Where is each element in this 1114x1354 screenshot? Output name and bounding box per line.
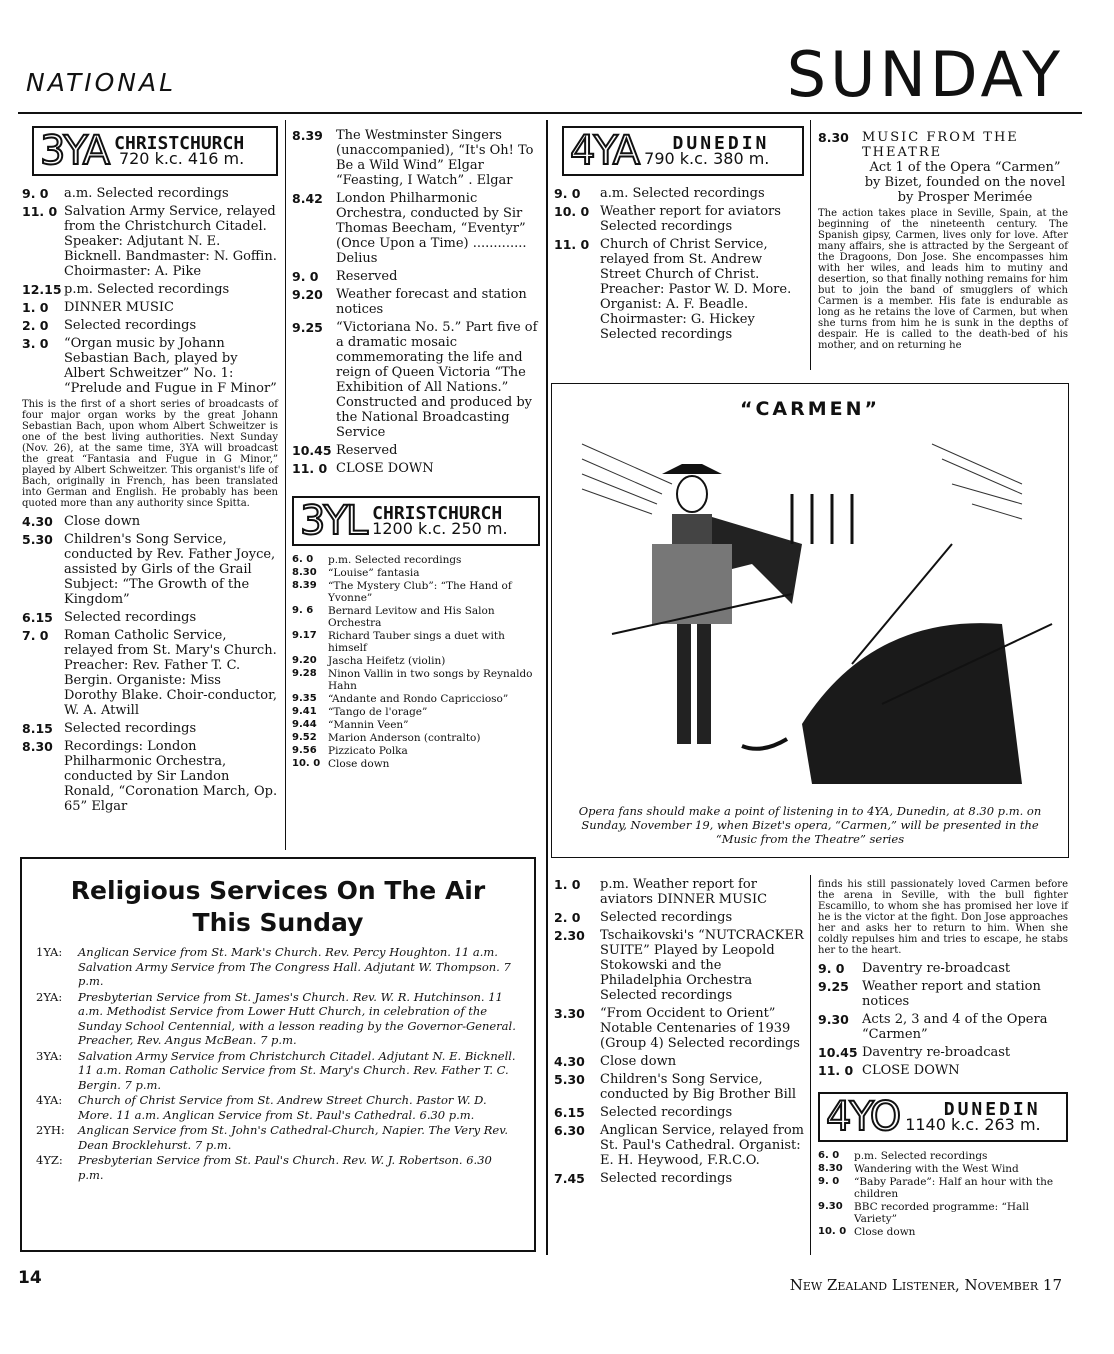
- station-banner-3yl: [292, 496, 540, 546]
- programme-title: Selected recordings: [600, 910, 733, 925]
- programme-time: 11. 0: [22, 204, 58, 219]
- programme-entry: [292, 655, 540, 667]
- programme-entry: [818, 961, 1068, 976]
- programme-entry: [22, 336, 278, 396]
- programme-entry: [22, 318, 278, 333]
- programme-title: p.m. Selected recordings: [854, 1150, 988, 1162]
- illustration-title: “CARMEN”: [739, 398, 881, 420]
- programme-time: 4.30: [554, 1054, 585, 1069]
- programme-title: “Victoriana No. 5.” Part five of a dramatic mosaic commemorating the life and reign of Queen Victoria “The Exhibition of All Nations.” Constructed and produced by the National Broadcasting Service: [336, 320, 538, 440]
- programme-time: 9.35: [292, 693, 317, 704]
- column-3ya-continued: [292, 128, 540, 771]
- programme-entry: [292, 443, 540, 458]
- service-detail: Presbyterian Service from St. James's Church. Rev. W. R. Hutchinson. 11 a.m. Methodist Service from Lower Hutt Church, in celebration of the Sunday School Centennial, with a lesson reading by the Governor-General. Preacher, Rev. Angus McBean. 7 p.m.: [78, 989, 516, 1047]
- programme-title: Daventry re-broadcast: [862, 961, 1011, 976]
- programme-entry: [292, 287, 540, 317]
- day-heading: SUNDAY: [786, 38, 1064, 111]
- programme-title: DINNER MUSIC: [64, 300, 174, 315]
- programme-note: This is the first of a short series of broadcasts of four major organ works by the great Johann Sebastian Bach, upon whom Albert Schweitzer is one of the best living authorities. Next Sunday (Nov. 26), at the same time, 3YA will broadcast the great “Fantasia and Fugue in G Minor,” played by Albert Schweitzer. This organist's life of Bach, originally in French, has been translated into German and English. He probably has been quoted more than any authority since Spitta.: [22, 399, 278, 509]
- religious-entry: [36, 990, 520, 1048]
- religious-title: Religious Services On The Air: [70, 876, 486, 905]
- programme-title: The Westminster Singers (unaccompanied), “It's Oh! To Be a Wild Wind” Elgar “Feasting, I Watch” . Elgar: [336, 128, 534, 188]
- programme-title: Selected recordings: [600, 1105, 733, 1120]
- programme-entry: [818, 1176, 1068, 1200]
- station-frequency: 790 k.c. 380 m.: [644, 149, 770, 168]
- programme-title: BBC recorded programme: “Hall Variety”: [854, 1201, 1030, 1225]
- programme-time: 6.30: [554, 1123, 585, 1138]
- service-detail: Church of Christ Service from St. Andrew Street Church. Pastor W. D. More. 11 a.m. Anglican Service from St. Paul's Cathedral. 6.30 p.m.: [78, 1093, 487, 1122]
- programme-entry: [292, 758, 540, 770]
- programme-time: 9.20: [292, 287, 323, 302]
- programme-title: a.m. Selected recordings: [600, 186, 765, 201]
- programme-title: Anglican Service, relayed from St. Paul's Cathedral. Organist: E. H. Heywood, F.R.C.O.: [600, 1123, 804, 1168]
- column-3ya: [22, 126, 278, 817]
- programme-entry: [292, 693, 540, 705]
- programme-title: “Andante and Rondo Capriccioso”: [328, 693, 509, 705]
- programme-time: 1. 0: [22, 300, 49, 315]
- programme-time: 8.30: [22, 739, 53, 754]
- programme-entry: [292, 191, 540, 266]
- programme-title: Ninon Vallin in two songs by Reynaldo Hahn: [328, 668, 533, 692]
- programme-time: 10.45: [292, 443, 332, 458]
- programme-time: 10.45: [818, 1045, 858, 1060]
- station-call: 4YO: [826, 1094, 900, 1140]
- programme-entry: [292, 461, 540, 476]
- programme-entry: [554, 1123, 804, 1168]
- programme-time: 9.56: [292, 745, 317, 756]
- programme-title: “From Occident to Orient” Notable Centenaries of 1939 (Group 4) Selected recordings: [600, 1006, 800, 1051]
- column-divider: [810, 875, 811, 1255]
- programme-entry: [818, 979, 1068, 1009]
- programme-entry: [22, 514, 278, 529]
- programme-title: Richard Tauber sings a duet with himself: [328, 630, 505, 654]
- programme-title: Roman Catholic Service, relayed from St. Mary's Church. Preacher: Rev. Father T. C. Bergin. Organiste: Miss Dorothy Blake. Choir-conductor, W. A. Atwill: [64, 628, 277, 718]
- programme-list: [22, 514, 278, 814]
- station-frequency: 1140 k.c. 263 m.: [905, 1115, 1041, 1134]
- programme-time: 8.30: [818, 130, 849, 145]
- programme-title: London Philharmonic Orchestra, conducted by Sir Thomas Beecham, “Eventyr” (Once Upon a Time) ............. Delius: [336, 191, 527, 266]
- programme-entry: [292, 128, 540, 188]
- programme-time: 9. 0: [292, 269, 319, 284]
- programme-time: 8.42: [292, 191, 323, 206]
- station-label: 2YA:: [36, 989, 63, 1004]
- programme-entry: [292, 732, 540, 744]
- carmen-drawing: [552, 424, 1068, 804]
- programme-title: Weather report for aviators Selected recordings: [600, 204, 781, 234]
- programme-time: 6. 0: [292, 554, 314, 565]
- programme-title: Church of Christ Service, relayed from St. Andrew Street Church of Christ. Preacher: Pastor W. D. More. Organist: A. F. Beadle. Choirmaster: G. Hickey Selected recordings: [600, 237, 792, 342]
- programme-time: 8.39: [292, 580, 317, 591]
- programme-time: 9. 0: [818, 1176, 840, 1187]
- station-city: DUNEDIN: [672, 133, 770, 154]
- programme-entry: [22, 186, 278, 201]
- programme-entry: [818, 1012, 1068, 1042]
- programme-time: 3. 0: [22, 336, 49, 351]
- programme-time: 9.28: [292, 668, 317, 679]
- service-detail: Presbyterian Service from St. Paul's Church. Rev. W. J. Robertson. 6.30 p.m.: [78, 1153, 492, 1182]
- programme-entry: [22, 282, 278, 297]
- programme-title: Pizzicato Polka: [328, 745, 408, 757]
- programme-title: Selected recordings: [64, 610, 197, 625]
- programme-title: Close down: [854, 1226, 916, 1238]
- programme-title: Marion Anderson (contralto): [328, 732, 481, 744]
- programme-title: Selected recordings: [600, 1171, 733, 1186]
- programme-time: 5.30: [554, 1072, 585, 1087]
- programme-entry: [22, 739, 278, 814]
- programme-time: 8.15: [22, 721, 53, 736]
- programme-entry: [292, 567, 540, 579]
- station-city: CHRISTCHURCH: [114, 133, 245, 154]
- programme-entry: [554, 186, 804, 201]
- programme-title: Salvation Army Service, relayed from the Christchurch Citadel. Speaker: Adjutant N. E. Bicknell. Bandmaster: N. Goffin. Choirmaster: A. Pike: [64, 204, 277, 279]
- programme-title: Reserved: [336, 269, 398, 284]
- programme-time: 7. 0: [22, 628, 49, 643]
- programme-entry: [292, 269, 540, 284]
- station-frequency: 720 k.c. 416 m.: [118, 149, 245, 168]
- illustration-caption: Opera fans should make a point of listening in to 4YA, Dunedin, at 8.30 p.m. on Sunday, November 19, when Bizet's opera, “Carmen,” will be presented in the “Music from the Theatre” series: [578, 804, 1042, 846]
- column-divider: [285, 120, 286, 850]
- programme-entry: [292, 706, 540, 718]
- column-divider: [546, 120, 548, 1255]
- programme-title: Daventry re-broadcast: [862, 1045, 1011, 1060]
- station-call: 3YA: [40, 128, 109, 174]
- religious-entry: [36, 1049, 520, 1093]
- programme-title: p.m. Selected recordings: [64, 282, 230, 297]
- programme-title: CLOSE DOWN: [336, 461, 434, 476]
- religious-entry: [36, 1153, 520, 1182]
- programme-title: Children's Song Service, conducted by Big Brother Bill: [600, 1072, 797, 1102]
- programme-entry: [554, 237, 804, 342]
- programme-title: Selected recordings: [64, 318, 197, 333]
- programme-entry: [818, 1163, 1068, 1175]
- programme-time: 12.15: [22, 282, 62, 297]
- programme-entry: [292, 580, 540, 604]
- programme-note: finds his still passionately loved Carmen before the arena in Seville, with the bull fighter Escamillo, to whom she has promised her love if he is the victor at the fight. Don Jose approaches her and asks her to return to him. When she coldly repulses him and tries to escape, he stabs her to the heart.: [818, 879, 1068, 956]
- column-4ya-afternoon: [554, 877, 804, 1189]
- programme-entry: [554, 877, 804, 907]
- programme-title: Weather report and station notices: [862, 979, 1041, 1009]
- programme-time: 9. 0: [818, 961, 845, 976]
- programme-time: 9.17: [292, 630, 317, 641]
- programme-time: 11. 0: [292, 461, 328, 476]
- station-city: DUNEDIN: [943, 1099, 1041, 1120]
- service-detail: Salvation Army Service from Christchurch Citadel. Adjutant N. E. Bicknell. 11 a.m. Roman Catholic Service from St. Mary's Church. Rev. Father T. C. Bergin. 7 p.m.: [78, 1048, 516, 1092]
- programme-title: Tschaikovski's “NUTCRACKER SUITE” Played by Leopold Stokowski and the Philadelphia Orchestra Selected recordings: [600, 928, 804, 1003]
- programme-title: Acts 2, 3 and 4 of the Opera “Carmen”: [862, 1012, 1048, 1042]
- programme-entry: [818, 130, 1068, 205]
- programme-time: 6.15: [22, 610, 53, 625]
- programme-entry: [818, 1201, 1068, 1225]
- programme-list: [554, 186, 804, 342]
- programme-title: “Mannin Veen”: [328, 719, 409, 731]
- programme-time: 10. 0: [818, 1226, 847, 1237]
- programme-time: 9.25: [818, 979, 849, 994]
- programme-entry: [554, 1054, 804, 1069]
- programme-time: 9.52: [292, 732, 317, 743]
- programme-time: 9. 0: [554, 186, 581, 201]
- programme-title: “Tango de l'orage”: [328, 706, 428, 718]
- programme-entry: [554, 1072, 804, 1102]
- programme-title: CLOSE DOWN: [862, 1063, 960, 1078]
- religious-entry: [36, 1093, 520, 1122]
- programme-entry: [22, 610, 278, 625]
- programme-entry: [22, 532, 278, 607]
- programme-title: p.m. Selected recordings: [328, 554, 462, 566]
- programme-time: 9. 6: [292, 605, 314, 616]
- programme-title: “Baby Parade”: Half an hour with the children: [854, 1176, 1054, 1200]
- programme-time: 5.30: [22, 532, 53, 547]
- programme-entry: [554, 910, 804, 925]
- programme-title: Close down: [64, 514, 141, 529]
- programme-entry: [292, 668, 540, 692]
- programme-entry: [818, 1226, 1068, 1238]
- programme-time: 3.30: [554, 1006, 585, 1021]
- programme-time: 8.30: [818, 1163, 843, 1174]
- programme-time: 2.30: [554, 928, 585, 943]
- programme-note: The action takes place in Seville, Spain, at the beginning of the nineteenth century. The Spanish gipsy, Carmen, lives only for love. After many affairs, she is attracted by the Sergeant of the Dragoons, Don Jose. She encompasses him with her wiles, and leads him to mutiny and desertion, so that finally nothing remains for him but to join the band of smugglers of which Carmen is a member. His fate is endurable as long as he retains the love of Carmen, but when she turns from him he is sunk in the depths of despair. He is called to the death-bed of his mother, and on returning he: [818, 208, 1068, 351]
- religious-services-box: [20, 857, 536, 1252]
- programme-title: Bernard Levitow and His Salon Orchestra: [328, 605, 495, 629]
- programme-time: 9.41: [292, 706, 317, 717]
- programme-entry: [818, 1063, 1068, 1078]
- programme-time: 9.30: [818, 1012, 849, 1027]
- station-city: CHRISTCHURCH: [372, 503, 503, 524]
- programme-list: [818, 961, 1068, 1078]
- station-banner-4yo: [818, 1092, 1068, 1142]
- programme-title: “Louise” fantasia: [328, 567, 420, 579]
- programme-list: [554, 877, 804, 1186]
- station-banner-3ya: [32, 126, 278, 176]
- programme-list: [292, 554, 540, 770]
- programme-title: Recordings: London Philharmonic Orchestra, conducted by Sir Landon Ronald, “Coronation March, Op. 65” Elgar: [64, 739, 278, 814]
- station-label: 4YZ:: [36, 1153, 63, 1167]
- programme-time: 10. 0: [292, 758, 321, 769]
- station-banner-4ya: [562, 126, 804, 176]
- programme-time: 11. 0: [818, 1063, 854, 1078]
- programme-entry: [818, 1045, 1068, 1060]
- station-label: 3YA:: [36, 1048, 63, 1063]
- programme-time: 9.30: [818, 1201, 843, 1212]
- service-detail: Anglican Service from St. Mark's Church. Rev. Percy Houghton. 11 a.m. Salvation Army Service from The Congress Hall. Adjutant W. Thompson. 7 p.m.: [78, 945, 511, 988]
- programme-entry: [818, 1150, 1068, 1162]
- programme-title: Close down: [328, 758, 390, 770]
- programme-entry: [554, 204, 804, 234]
- programme-time: 9. 0: [22, 186, 49, 201]
- programme-entry: [554, 1171, 804, 1186]
- programme-title: Weather forecast and station notices: [336, 287, 527, 317]
- religious-entry: [36, 945, 520, 989]
- programme-time: 11. 0: [554, 237, 590, 252]
- programme-entry: [22, 721, 278, 736]
- carmen-illustration-box: [551, 383, 1069, 858]
- station-label: 2YH:: [36, 1123, 65, 1137]
- programme-entry: [22, 628, 278, 718]
- programme-title: “The Mystery Club”: “The Hand of Yvonne”: [328, 580, 512, 604]
- programme-title: p.m. Weather report for aviators DINNER MUSIC: [600, 877, 768, 907]
- programme-time: 9.25: [292, 320, 323, 335]
- programme-entry: [292, 605, 540, 629]
- programme-time: 1. 0: [554, 877, 581, 892]
- station-call: 4YA: [570, 128, 639, 174]
- programme-time: 7.45: [554, 1171, 585, 1186]
- column-divider: [810, 120, 811, 370]
- programme-time: 2. 0: [554, 910, 581, 925]
- programme-entry: [554, 928, 804, 1003]
- header-rule: [18, 112, 1082, 114]
- programme-time: 6.15: [554, 1105, 585, 1120]
- religious-entry: [36, 1123, 520, 1152]
- programme-title: “Organ music by Johann Sebastian Bach, played by Albert Schweitzer” No. 1: “Prelude and Fugue in F Minor”: [64, 336, 277, 396]
- programme-entry: [292, 320, 540, 440]
- station-label: 1YA:: [36, 945, 63, 959]
- programme-time: 8.39: [292, 128, 323, 143]
- programme-detail: Act 1 of the Opera “Carmen” by Bizet, founded on the novel by Prosper Merimée: [864, 160, 1066, 205]
- section-label: NATIONAL: [26, 68, 177, 97]
- programme-entry: [22, 204, 278, 279]
- station-label: 4YA:: [36, 1093, 63, 1107]
- programme-time: 10. 0: [554, 204, 590, 219]
- programme-title: Wandering with the West Wind: [854, 1163, 1019, 1175]
- programme-time: 8.30: [292, 567, 317, 578]
- column-4ya-evening: [818, 878, 1068, 1239]
- column-4ya-continued: [818, 130, 1068, 356]
- programme-entry: [292, 745, 540, 757]
- programme-time: 9.44: [292, 719, 317, 730]
- programme-time: 9.20: [292, 655, 317, 666]
- programme-entry: [554, 1006, 804, 1051]
- programme-title: Selected recordings: [64, 721, 197, 736]
- magazine-footer: New Zealand Listener, November 17: [789, 1276, 1062, 1294]
- programme-entry: [292, 554, 540, 566]
- programme-list: [818, 1150, 1068, 1238]
- religious-subtitle: This Sunday: [192, 908, 364, 937]
- station-frequency: 1200 k.c. 250 m.: [372, 519, 508, 538]
- programme-list: [292, 128, 540, 476]
- page-number: 14: [18, 1268, 42, 1288]
- programme-title: Children's Song Service, conducted by Rev. Father Joyce, assisted by Girls of the Grail Subject: “The Growth of the Kingdom”: [64, 532, 276, 607]
- programme-title: MUSIC FROM THE THEATRE: [862, 130, 1019, 160]
- station-call: 3YL: [300, 498, 367, 544]
- programme-list: [22, 186, 278, 396]
- programme-time: 2. 0: [22, 318, 49, 333]
- programme-title: Close down: [600, 1054, 677, 1069]
- programme-title: Reserved: [336, 443, 398, 458]
- programme-entry: [292, 630, 540, 654]
- programme-time: 6. 0: [818, 1150, 840, 1161]
- programme-title: Jascha Heifetz (violin): [328, 655, 446, 667]
- bull-shape: [802, 623, 1022, 784]
- religious-list: [36, 945, 520, 1182]
- column-4ya: [554, 126, 804, 345]
- programme-title: a.m. Selected recordings: [64, 186, 229, 201]
- programme-entry: [292, 719, 540, 731]
- programme-time: 4.30: [22, 514, 53, 529]
- programme-entry: [554, 1105, 804, 1120]
- service-detail: Anglican Service from St. John's Cathedral-Church, Napier. The Very Rev. Dean Brocklehurst. 7 p.m.: [78, 1123, 508, 1152]
- programme-entry: [22, 300, 278, 315]
